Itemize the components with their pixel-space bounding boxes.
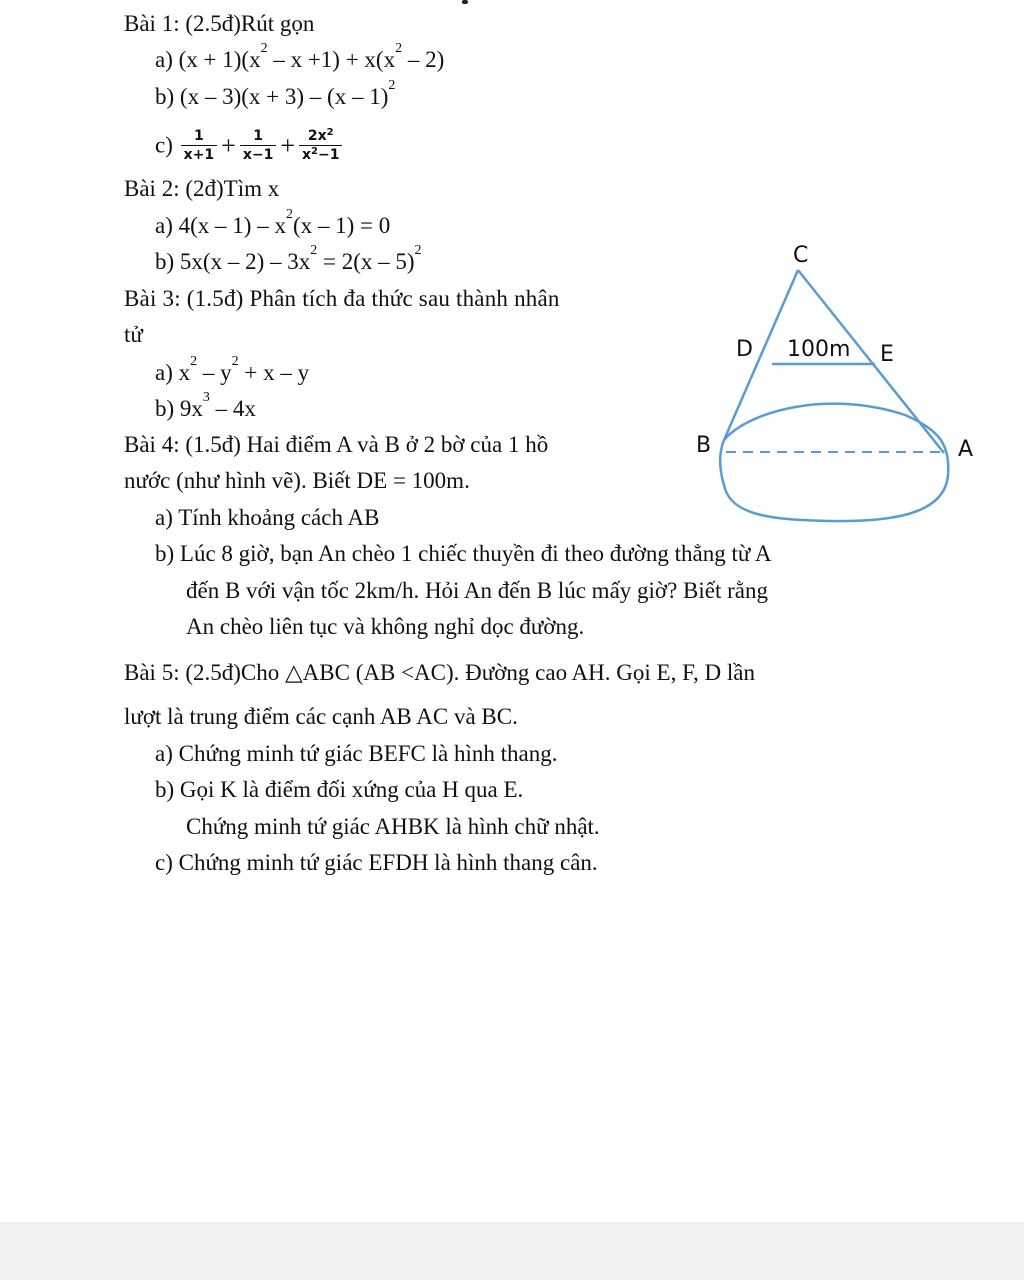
- exercise-1c: c) $\frac{1}{x+1}$ + $\frac{1}{x-1}$ + $\frac{2x^2}{x^2-1}$: [155, 118, 344, 172]
- exercise-1-heading: Bài 1: (2.5đ)Rút gọn: [124, 11, 315, 36]
- exercise-4b-cont-2: An chèo liên tục và không nghỉ dọc đường.: [186, 614, 585, 639]
- exercise-2-heading: Bài 2: (2đ)Tìm x: [124, 176, 280, 201]
- exercise-1a: a) $(x + 1)(x^2 - x +1) + x(x^2 - 2)$: [155, 41, 445, 72]
- exercise-3-heading-cont: tử: [124, 322, 143, 347]
- exercise-4-heading: Bài 4: (1.5đ) Hai điểm A và B ở 2 bờ của 1 hồ: [124, 432, 549, 457]
- exercise-4a: a) Tính khoảng cách AB: [155, 505, 380, 530]
- point-b-label: B: [696, 433, 712, 458]
- exercise-5c: c) Chứng minh tứ giác EFDH là hình thang cân.: [155, 850, 598, 875]
- fraction-3: $\frac{2x^2}{x^2-1}$: [299, 128, 342, 164]
- exercise-2b: b) $5x(x - 2) - 3x^2 = 2(x - 5)^2$: [155, 243, 422, 274]
- exercise-3a: a) $x^2 - y^2 + x - y$: [155, 354, 310, 385]
- point-a-label: A: [958, 437, 974, 462]
- exercise-5b-cont: Chứng minh tứ giác AHBK là hình chữ nhật.: [186, 814, 600, 839]
- exercise-4-heading-cont: nước (như hình vẽ). Biết DE = 100m.: [124, 468, 470, 493]
- scan-mark: [462, 0, 468, 4]
- exercise-5a: a) Chứng minh tứ giác BEFC là hình thang.: [155, 741, 558, 766]
- exercise-5-heading: Bài 5: (2.5đ)Cho △ABC (AB <AC). Đường cao AH. Gọi E, F, D lần: [124, 660, 755, 685]
- lake-figure: [690, 230, 990, 530]
- point-d-label: D: [736, 337, 753, 362]
- point-c-label: C: [793, 243, 809, 268]
- exercise-5b: b) Gọi K là điểm đối xứng của H qua E.: [155, 777, 524, 802]
- exercise-3b: b) $9x^3 - 4x$: [155, 390, 256, 421]
- viewer-bottom-band: [0, 1222, 1024, 1280]
- exercise-4b-cont-1: đến B với vận tốc 2km/h. Hỏi An đến B lúc mấy giờ? Biết rằng: [186, 578, 768, 603]
- lake-outline: [720, 404, 948, 521]
- fraction-2: $\frac{1}{x-1}$: [240, 128, 277, 164]
- exercise-1b: b) (x – 3)(x + 3) – (x – 1)$^2$: [155, 78, 396, 109]
- point-e-label: E: [880, 342, 894, 367]
- exercise-3-heading: Bài 3: (1.5đ) Phân tích đa thức sau thành nhân: [124, 286, 560, 311]
- fraction-1: $\frac{1}{x+1}$: [181, 128, 218, 164]
- exercise-5-heading-cont: lượt là trung điểm các cạnh AB AC và BC.: [124, 704, 518, 729]
- exercise-2a: a) $4(x - 1) - x^2(x - 1) = 0$: [155, 207, 391, 238]
- exercise-4b: b) Lúc 8 giờ, bạn An chèo 1 chiếc thuyền đi theo đường thẳng từ A: [155, 541, 772, 566]
- de-length-label: 100m: [787, 337, 851, 362]
